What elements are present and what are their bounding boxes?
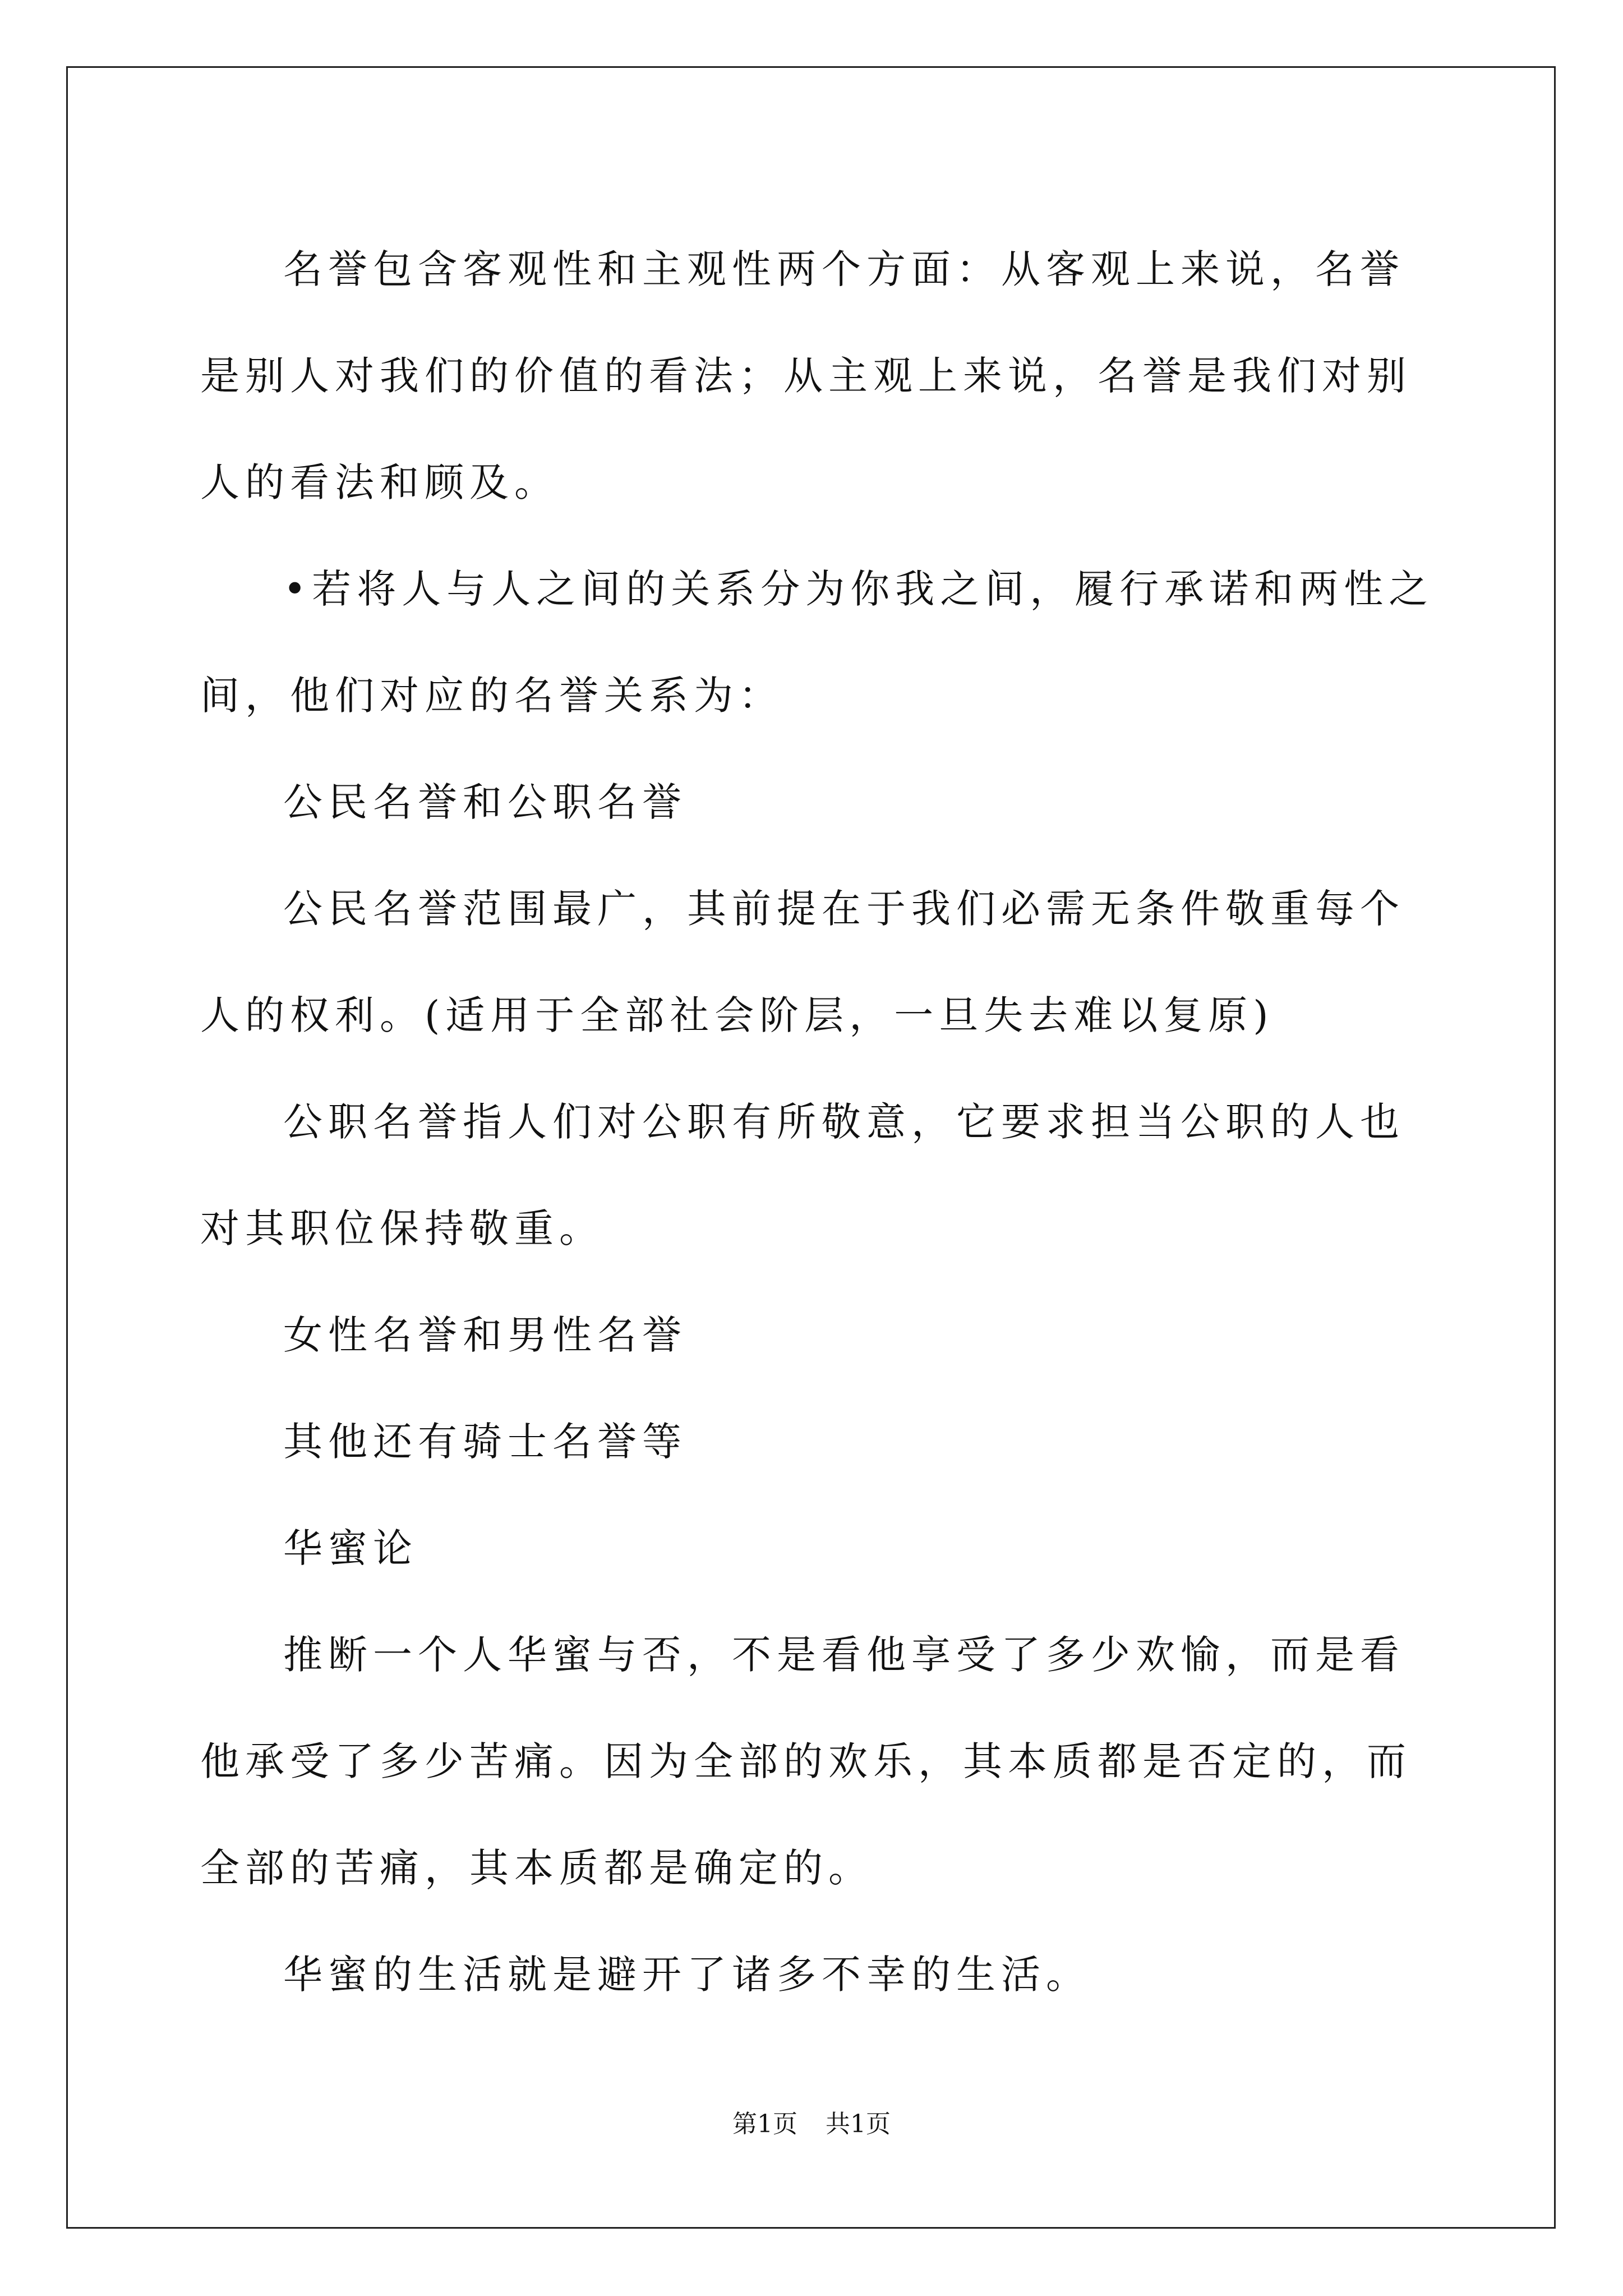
paragraph-civic-honor: 公民名誉范围最广，其前提在于我们必需无条件敬重每个人的权利。(适用于全部社会阶层，一旦失去难以复原) <box>200 886 1405 1038</box>
paragraph-happy-life: 华蜜的生活就是避开了诸多不幸的生活。 <box>283 1952 1091 1998</box>
document-body <box>200 216 1434 2028</box>
paragraph-office-honor: 公职名誉指人们对公职有所敬意，它要求担当公职的人也对其职位保持敬重。 <box>200 1099 1405 1251</box>
paragraph-honor-definition: 名誉包含客观性和主观性两个方面：从客观上来说，名誉是别人对我们的价值的看法；从主观上来说，名誉是我们对别人的看法和顾及。 <box>200 246 1412 505</box>
page-number: 第1页 <box>732 2110 797 2138</box>
paragraph-knight-honor: 其他还有骑士名誉等 <box>283 1419 687 1465</box>
heading-happiness: 华蜜论 <box>283 1525 418 1571</box>
heading-gender-honor: 女性名誉和男性名誉 <box>283 1312 687 1358</box>
page-footer <box>0 2108 1623 2141</box>
heading-civic-and-office-honor: 公民名誉和公职名誉 <box>283 779 687 825</box>
paragraph-relationship-types: •若将人与人之间的关系分为你我之间，履行承诺和两性之间，他们对应的名誉关系为： <box>200 566 1434 719</box>
total-pages: 共1页 <box>826 2110 891 2138</box>
paragraph-happiness-judgement: 推断一个人华蜜与否，不是看他享受了多少欢愉，而是看他承受了多少苦痛。因为全部的欢乐，其本质都是否定的，而全部的苦痛，其本质都是确定的。 <box>200 1632 1412 1891</box>
